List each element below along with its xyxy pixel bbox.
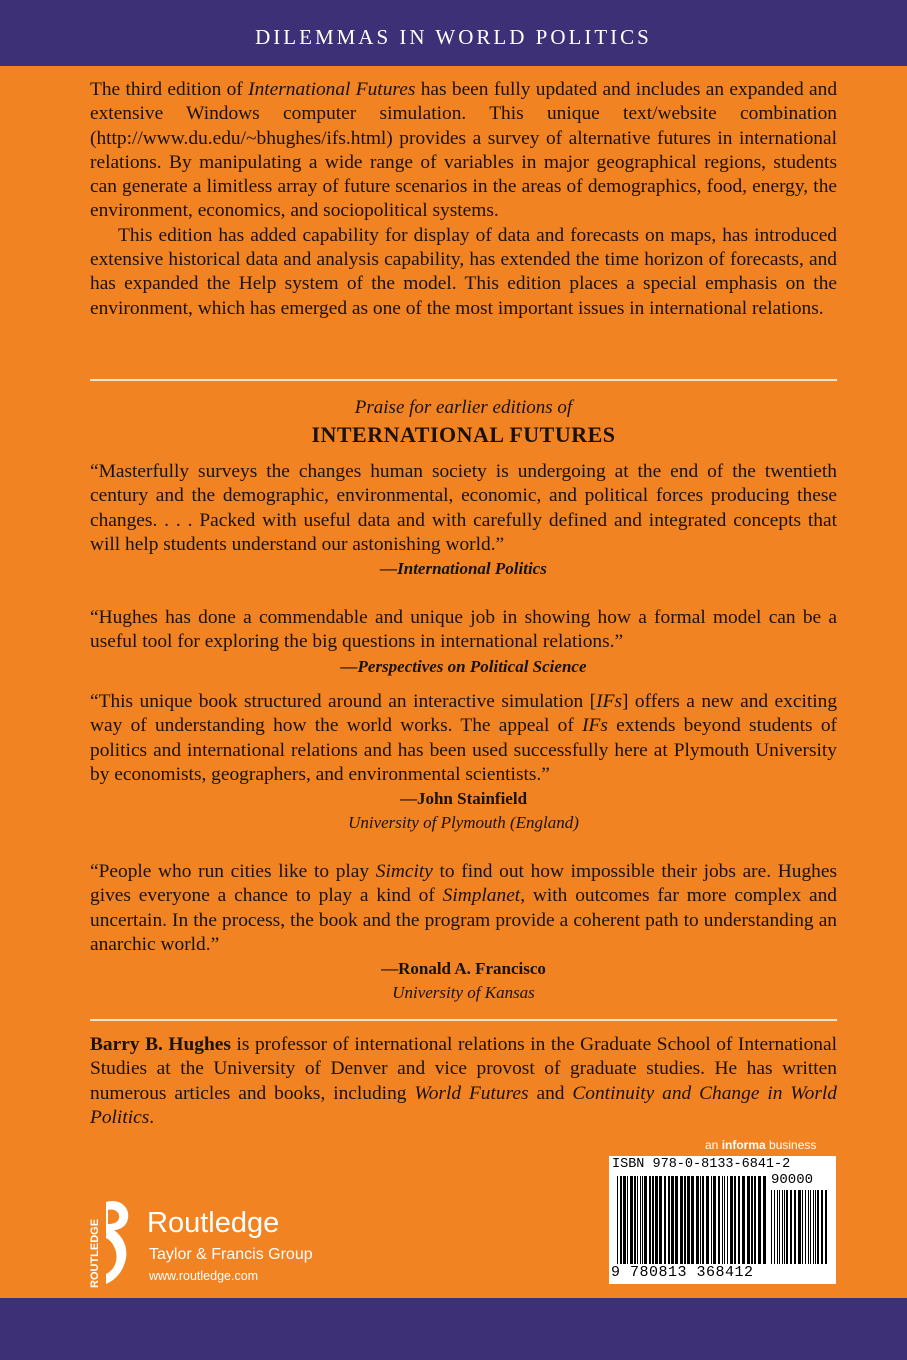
barcode-bar [671,1176,674,1264]
barcode-bar [722,1176,723,1264]
bio-segment: and [528,1082,573,1104]
informa-tagline [705,1138,816,1152]
quote-segment: “People who run cities like to play [90,861,376,882]
barcode-bar [652,1176,654,1264]
barcode-bar [700,1176,701,1264]
quote-segment: ] offers a new and exciting way of understanding how the world works. The appeal of [90,691,838,737]
barcode-bar [684,1176,686,1264]
barcode-bar [620,1176,622,1264]
book-title-italic: Continuity and Change in World Politics [90,1082,837,1128]
quote-4 [90,860,837,1005]
routledge-vertical-wordmark [86,1206,102,1288]
quote-attribution-name: —Ronald A. Francisco [381,959,546,979]
barcode-bar [687,1176,690,1264]
publisher-name: Routledge [147,1207,280,1239]
barcode-bar [675,1176,678,1264]
author-bio-text [90,1033,837,1130]
quote-italic: Simplanet [442,885,521,907]
barcode-addon-bars [771,1190,831,1264]
barcode-bar [751,1176,753,1264]
quote-segment: extends beyond students of politics and international relations and has been used successfully here at Plymouth University by economists, geographers, and environmental scientists.” [90,715,838,785]
quote-attribution-name: —John Stainfield [399,789,528,809]
barcode-bar [794,1190,796,1264]
quote-1 [90,460,837,581]
barcode-bar [790,1190,792,1264]
vertical-wordmark-text: ROUTLEDGE [89,1218,101,1288]
ean-number: 9 780813 368412 [611,1264,754,1281]
price-code: 90000 [771,1172,814,1188]
barcode-bar [706,1176,709,1264]
barcode-bar [691,1176,694,1264]
quote-italic: Simcity [375,861,433,882]
barcode-bar [747,1176,750,1264]
praise-intro: Praise for earlier editions of [354,397,573,418]
barcode-bar [825,1190,827,1264]
description-paragraph-1 [90,78,837,224]
quote-attribution-affiliation: University of Plymouth (England) [348,813,579,833]
barcode-bar [711,1176,712,1264]
quote-segment: to find out how impossible their jobs are. Hughes gives everyone a chance to play a kind of [90,861,837,907]
barcode-bar [782,1190,783,1264]
barcode-bar [802,1190,803,1264]
barcode-bar [718,1176,720,1264]
barcode-bar [637,1176,638,1264]
quote-segment: , with outcomes far more complex and uncertain. In the process, the book and the program provide a coherent path to understanding an anarchic world.” [90,885,837,955]
barcode-bar [659,1176,662,1264]
isbn-label: ISBN 978-0-8133-6841-2 [612,1157,791,1172]
barcode-bar [644,1176,647,1264]
barcode-bar [784,1190,785,1264]
barcode-bar [808,1190,809,1264]
barcode-bar [664,1176,666,1264]
barcode-bar [655,1176,658,1264]
barcode-bar [786,1190,788,1264]
book-title-italic: World Futures [414,1082,529,1104]
barcode-bar [727,1176,728,1264]
barcode-bar [627,1176,628,1264]
barcode-bar [815,1190,816,1264]
barcode-bar [798,1190,801,1264]
author-bio [90,1033,837,1130]
barcode-bar [774,1190,775,1264]
quote-segment: “This unique book structured around an interactive simulation [ [90,691,597,712]
quote-2 [90,606,837,679]
barcode-bar [813,1190,814,1264]
barcode-bar [779,1190,780,1264]
series-title: DILEMMAS IN WORLD POLITICS [255,25,652,49]
barcode [609,1156,836,1284]
quote-text: “Hughes has done a commendable and unique job in showing how a formal model can be a useful tool for exploring the big questions in international relations.” [90,607,837,653]
quote-text: “Masterfully surveys the changes human society is undergoing at the end of the twentieth century and the demographic, environmental, economic, and political forces producing these changes. . . . Packed with useful data and with carefully defined and integrated concepts that will help students understand our astonishing world.” [90,461,837,555]
quote-attribution: —Perspectives on Political Science [340,656,587,676]
barcode-bar [630,1176,633,1264]
barcode-bar [738,1176,740,1264]
barcode-bar [734,1176,736,1264]
barcode-bar [623,1176,626,1264]
barcode-bar [742,1176,745,1264]
barcode-bar [617,1176,618,1264]
barcode-bar [702,1176,704,1264]
description-text: has been fully updated and includes an expanded and extensive Windows computer simulation. This unique text/website combination (http://www.du.edu/~bhughes/ifs.html) provides a survey of alternative futures in international relations. By manipulating a wide range of variables in major geographical regions, students can generate a limitless array of future scenarios in the areas of demographics, food, energy, the environment, economics, and sociopolitical systems. [90,79,838,222]
publisher-website[interactable]: www.routledge.com [149,1269,259,1283]
description-text: The third edition of [90,79,249,100]
barcode-bar [805,1190,806,1264]
quote-attribution: —International Politics [380,559,547,579]
barcode-bar [668,1176,670,1264]
barcode-bar [810,1190,811,1264]
barcode-bar [777,1190,778,1264]
barcode-bar [754,1176,756,1264]
barcode-bar [730,1176,733,1264]
praise-title: INTERNATIONAL FUTURES [311,422,616,447]
quote-italic: IFs [582,715,608,737]
quote-text [90,860,837,957]
quote-attribution-affiliation: University of Kansas [392,983,535,1003]
informa-text: an [705,1138,722,1152]
barcode-bar [680,1176,683,1264]
quote-text [90,690,837,787]
barcode-bar [649,1176,651,1264]
barcode-bar [758,1176,761,1264]
barcode-bar [821,1190,823,1264]
barcode-bar [696,1176,699,1264]
barcode-bar [763,1176,766,1264]
divider-bottom [90,1019,837,1021]
publisher-group: Taylor & Francis Group [149,1246,313,1263]
barcode-bar [642,1176,643,1264]
informa-brand: informa [721,1138,766,1152]
barcode-bar [640,1176,641,1264]
quote-italic: IFs [596,691,623,712]
barcode-bars [617,1176,767,1264]
barcode-bar [724,1176,725,1264]
informa-text: business [765,1138,817,1152]
quote-3 [90,690,837,835]
book-title-italic: International Futures [248,79,416,100]
barcode-bar [771,1190,772,1264]
bio-segment: . [149,1106,155,1128]
description-paragraph-2: This edition has added capability for display of data and forecasts on maps, has introduced extensive historical data and analysis capability, has extended the time horizon of forecasts, and has expanded the Help system of the model. This edition places a special emphasis on the environment, which has emerged as one of the most important issues in international relations. [90,224,837,319]
divider-top [90,379,837,381]
barcode-bar [817,1190,819,1264]
bio-segment: is professor of international relations in the Graduate School of International Studies at the University of Denver and vice provost of graduate studies. He has written numerous articles and books, including [90,1034,837,1104]
barcode-bar [634,1176,636,1264]
author-name: Barry B. Hughes [90,1034,231,1055]
bottom-band [0,1298,907,1360]
barcode-bar [713,1176,716,1264]
book-description [90,78,837,321]
